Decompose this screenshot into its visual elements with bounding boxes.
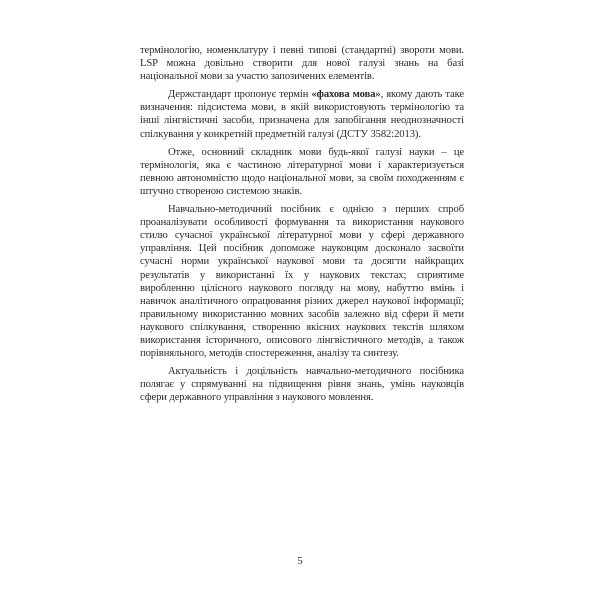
paragraph-2-after: , якому дають таке визначення: підсистема мови, в якій використовують термінологію та інші лінгвістичні засоби, призначена для запобігання неоднозначності спілкування у конкретній предметній галузі (ДСТУ 3582:2013). (140, 89, 464, 140)
paragraph-2 (140, 88, 464, 140)
paragraph-1: термінологію, номенклатуру і певні типові (стандартні) звороти мови. LSP можна довільно створити для нової галузі знань на базі національної мови за участю запозичених елементів. (140, 45, 464, 83)
page-number: 5 (297, 555, 303, 567)
paragraph-4: Навчально-методичний посібник є однією з перших спроб проаналізувати особливості формування та використання наукового стилю сучасної української літературної мови у сфері державного управління. Цей посібник допоможе науковцям досконало засвоїти сучасні норми української наукової мови та досягти найкращих результатів у використанні їх у наукових текстах; сприятиме виробленню цілісного наукового погляду на мову, набуттю вмінь і навичок аналітичного опрацювання різних джерел наукової інформації; правильному використанню мовних засобів залежно від сфери й мети наукового спілкування, створенню якісних наукових текстів шляхом використання історичного, описового лінгвістичного методів, а також порівняльного, методів спостереження, аналізу та синтезу. (140, 204, 464, 360)
paragraph-3: Отже, основний складник мови будь-якої галузі науки – це термінологія, яка є частиною літературної мови і характеризується певною автономністю щодо національної мови, за своїм походженням є штучно створеною системою знаків. (140, 146, 464, 197)
body-text (140, 44, 464, 409)
term-highlight: «фахова мова» (311, 89, 381, 101)
paragraph-5: Актуальність і доцільність навчально-методичного посібника полягає у спрямуванні на підвищення рівня знань, умінь науковців сфери державного управління з наукового мовлення. (140, 366, 464, 404)
paragraph-2-before: Держстандарт пропонує термін (168, 89, 312, 101)
